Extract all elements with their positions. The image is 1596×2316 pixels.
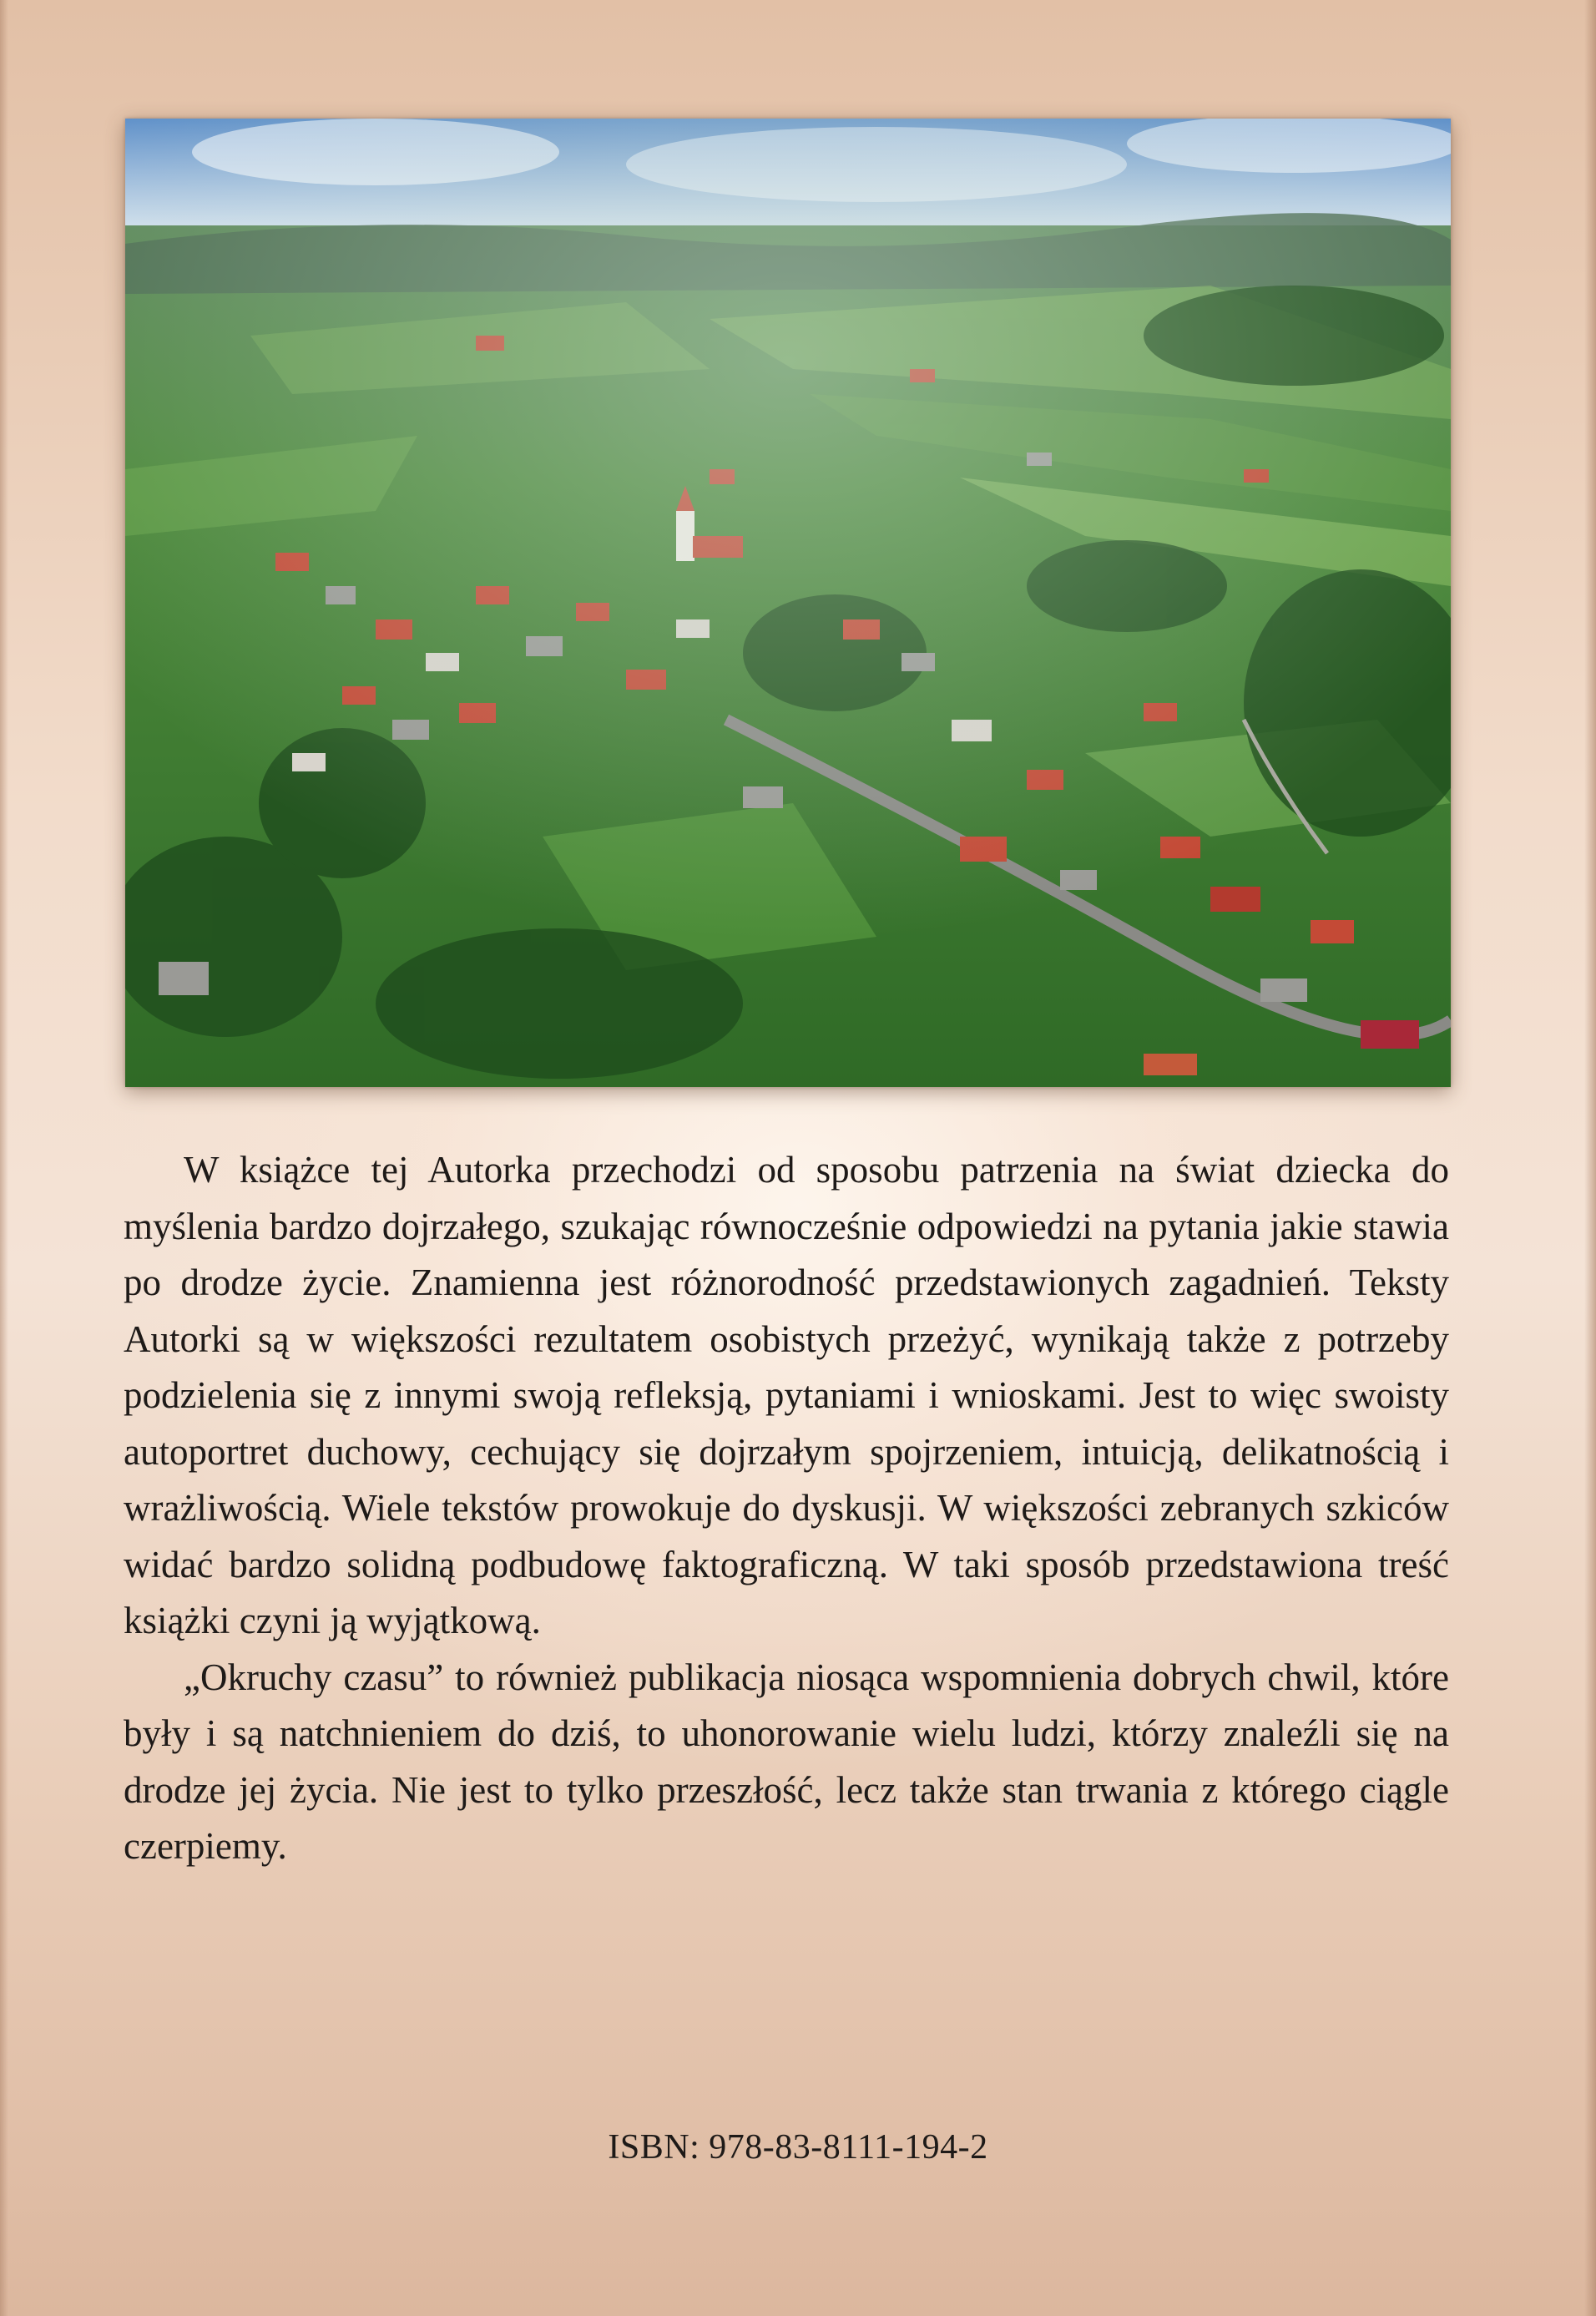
cover-left-edge [0,0,8,2316]
back-cover-description [124,1142,1449,1875]
aerial-village-photo [125,119,1451,1087]
description-paragraph-2: „Okruchy czasu” to również publikacja niosąca wspomnienia dobrych chwil, które były i są natchnieniem do dziś, to uhonorowanie wielu ludzi, którzy znaleźli się na drodze jej życia. Nie jest to tylko przeszłość, lecz także stan trwania z którego ciągle czerpiemy. [124,1656,1449,1867]
cover-right-edge [1584,0,1596,2316]
isbn-number: ISBN: 978-83-8111-194-2 [608,2128,988,2167]
description-paragraph-1: W książce tej Autorka przechodzi od sposobu patrzenia na świat dziecka do myślenia bardzo dojrzałego, szukając równocześnie odpowiedzi na pytania jakie stawia po drodze życie. Znamienna jest różnorodność przedstawionych zagadnień. Teksty Autorki są w większości rezultatem osobistych przeżyć, wynikają także z potrzeby podzielenia się z innymi swoją refleksją, pytaniami i wnioskami. Jest to więc swoisty autoportret duchowy, cechujący się dojrzałym spojrzeniem, intuicją, delikatnością i wrażliwością. Wiele tekstów prowokuje do dyskusji. W większości zebranych szkiców widać bardzo solidną podbudowę faktograficzną. W taki sposób przedstawiona treść książki czyni ją wyjątkową. [124,1149,1449,1641]
